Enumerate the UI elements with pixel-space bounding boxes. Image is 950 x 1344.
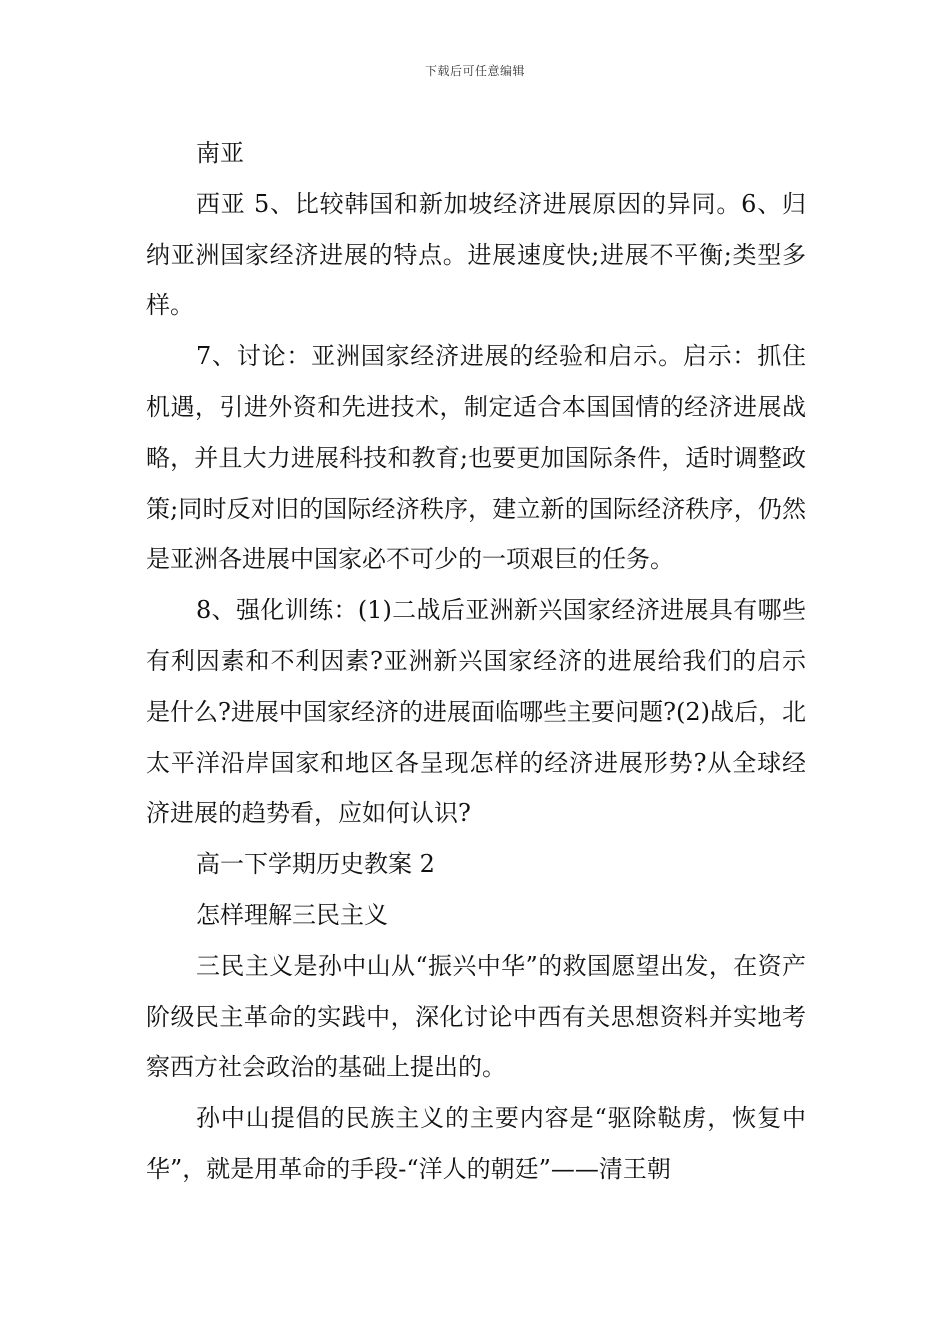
lesson-plan-title: 高一下学期历史教案 2 <box>196 850 435 879</box>
paragraph-three-principles: 三民主义是孙中山从“振兴中华”的救国愿望出发，在资产阶级民主革命的实践中，深化讨论中西有关思想资料并实地考察西方社会政治的基础上提出的。 <box>146 951 806 1082</box>
paragraph-south-asia: 南亚 <box>196 139 244 167</box>
document-body <box>146 128 806 1195</box>
paragraph-west-asia: 西亚 5、比较韩国和新加坡经济进展原因的异同。6、归纳亚洲国家经济进展的特点。进展速度快;进展不平衡;类型多样。 <box>146 189 806 320</box>
section-heading: 怎样理解三民主义 <box>196 900 388 929</box>
paragraph-nationalism: 孙中山提倡的民族主义的主要内容是“驱除鞑虏，恢复中华”，就是用革命的手段-“洋人的朝廷”——清王朝 <box>146 1104 806 1183</box>
paragraph-exercise: 8、强化训练：(1)二战后亚洲新兴国家经济进展具有哪些有利因素和不利因素?亚洲新兴国家经济的进展给我们的启示是什么?进展中国家经济的进展面临哪些主要问题?(2)战后，北太平洋沿岸国家和地区各呈现怎样的经济进展形势?从全球经济进展的趋势看，应如何认识? <box>146 596 806 828</box>
paragraph-discussion: 7、讨论：亚洲国家经济进展的经验和启示。启示：抓住机遇，引进外资和先进技术，制定适合本国国情的经济进展战略，并且大力进展科技和教育;也要更加国际条件，适时调整政策;同时反对旧的国际经济秩序，建立新的国际经济秩序，仍然是亚洲各进展中国家必不可少的一项艰巨的任务。 <box>146 342 806 574</box>
page-header: 下载后可任意编辑 <box>424 64 525 78</box>
